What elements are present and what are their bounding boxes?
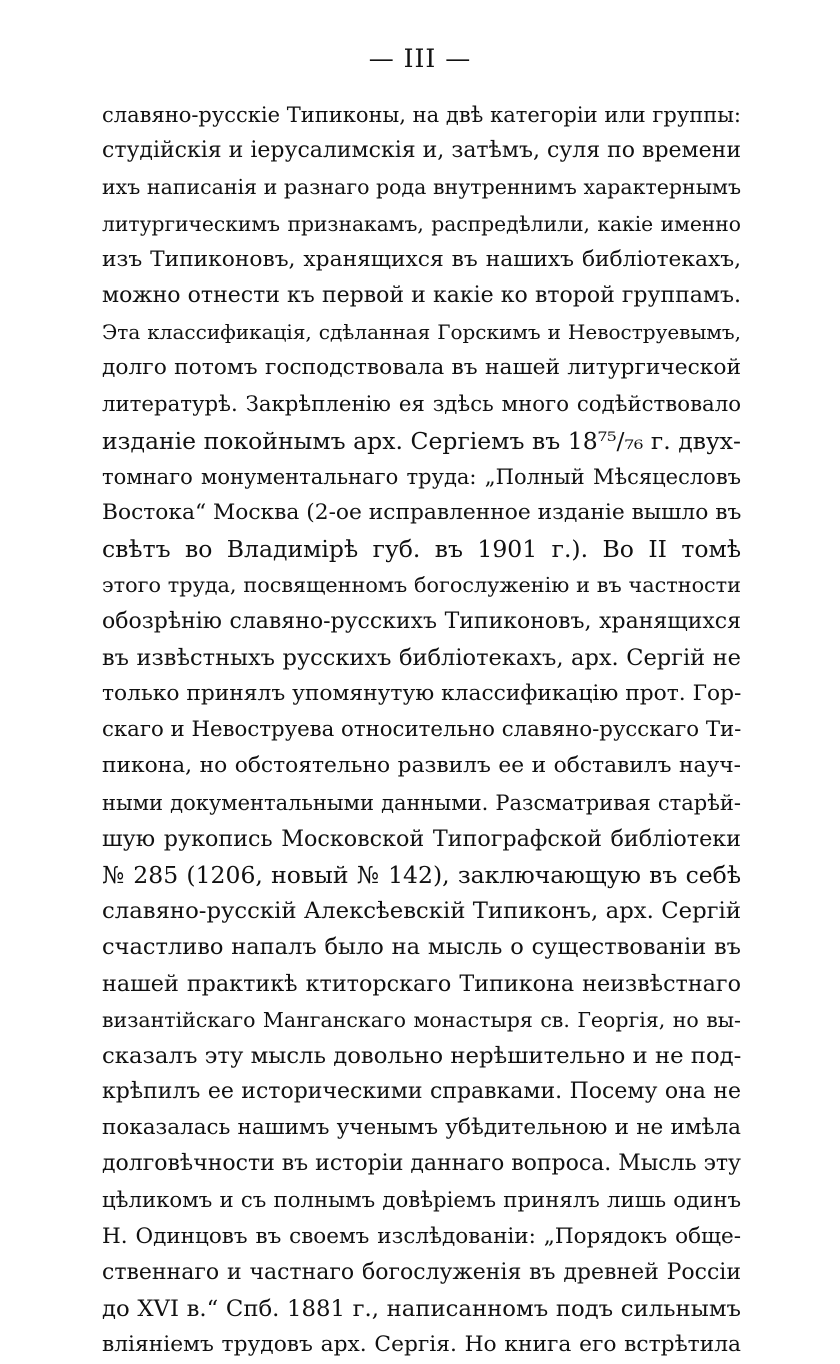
page-number: — III — xyxy=(368,44,472,73)
text-line: византійскаго Манганскаго монастыря св. Георгія, но вы- xyxy=(102,1007,741,1032)
text-line: славяно-русскій Алексѣевскій Типиконъ, арх. Сергій xyxy=(102,898,741,925)
text-line: Н. Одинцовъ въ своемъ изслѣдованіи: „Порядокъ обще- xyxy=(102,1223,741,1249)
text-line: крѣпилъ ее историческими справками. Посему она не xyxy=(102,1079,741,1105)
text-line: ственнаго и частнаго богослуженія въ древней Россіи xyxy=(102,1260,741,1285)
text-line: сказалъ эту мысль довольно нерѣшительно и не под- xyxy=(102,1042,741,1069)
text-line: литературѣ. Закрѣпленію ея здѣсь много содѣйствовало xyxy=(102,391,741,417)
text-line: ихъ написанія и разнаго рода внутреннимъ характернымъ xyxy=(102,175,741,200)
text-line: шую рукопись Московской Типографской библіотеки xyxy=(102,825,741,852)
text-line: студійскія и іерусалимскія и, затѣмъ, суля по времени xyxy=(102,138,741,164)
text-line: славяно-русскіе Типиконы, на двѣ категоріи или группы: xyxy=(102,103,741,127)
text-line: скаго и Невоструева относительно славяно-русскаго Ти- xyxy=(102,717,741,743)
text-line: литургическимъ признакамъ, распредѣлили, какіе именно xyxy=(102,211,741,236)
text-line: свѣтъ во Владимірѣ губ. въ 1901 г.). Во II томѣ xyxy=(102,535,741,564)
text-line: долго потомъ господствовала въ нашей литургической xyxy=(102,355,741,381)
text-line: нашей практикѣ ктиторскаго Типикона неизвѣстнаго xyxy=(102,970,741,997)
text-line: показалась нашимъ ученымъ убѣдительною и не имѣла xyxy=(102,1115,741,1141)
text-line: до XVI в.“ Спб. 1881 г., написанномъ подъ сильнымъ xyxy=(102,1296,741,1323)
text-line: пикона, но обстоятельно развилъ ее и обставилъ науч- xyxy=(102,753,741,779)
text-line: этого труда, посвященномъ богослуженію и въ частности xyxy=(102,573,741,598)
text-line: ными документальными данными. Разсматривая старѣй- xyxy=(102,790,741,815)
text-line: вліяніемъ трудовъ арх. Сергія. Но книга его встрѣтила xyxy=(102,1332,741,1358)
text-line: изданіе покойнымъ арх. Сергіемъ въ 18⁷⁵/₇₆ г. двух- xyxy=(102,426,741,455)
text-line: въ извѣстныхъ русскихъ библіотекахъ, арх. Сергій не xyxy=(102,644,741,671)
text-line: долговѣчности въ исторіи даннаго вопроса. Мысль эту xyxy=(102,1151,741,1177)
text-line: № 285 (1206, новый № 142), заключающую въ себѣ xyxy=(102,860,741,889)
text-line: Эта классификація, сдѣланная Горскимъ и Невоструевымъ, xyxy=(102,320,741,345)
text-line: Востока“ Москва (2-ое исправленное изданіе вышло въ xyxy=(102,500,741,526)
text-line: счастливо напалъ было на мысль о существованіи въ xyxy=(102,934,741,961)
text-line: можно отнести къ первой и какіе ко второй группамъ. xyxy=(102,282,741,308)
text-line: томнаго монументальнаго труда: „Полный Мѣсяцесловъ xyxy=(102,464,741,489)
text-line: только принялъ упомянутую классификацію прот. Гор- xyxy=(102,681,741,706)
body-text xyxy=(102,97,741,1364)
text-line: цѣликомъ и съ полнымъ довѣріемъ принялъ лишь одинъ xyxy=(102,1187,741,1213)
text-line: изъ Типиконовъ, хранящихся въ нашихъ библіотекахъ, xyxy=(102,246,741,272)
text-line: обозрѣнію славяно-русскихъ Типиконовъ, хранящихся xyxy=(102,608,741,634)
